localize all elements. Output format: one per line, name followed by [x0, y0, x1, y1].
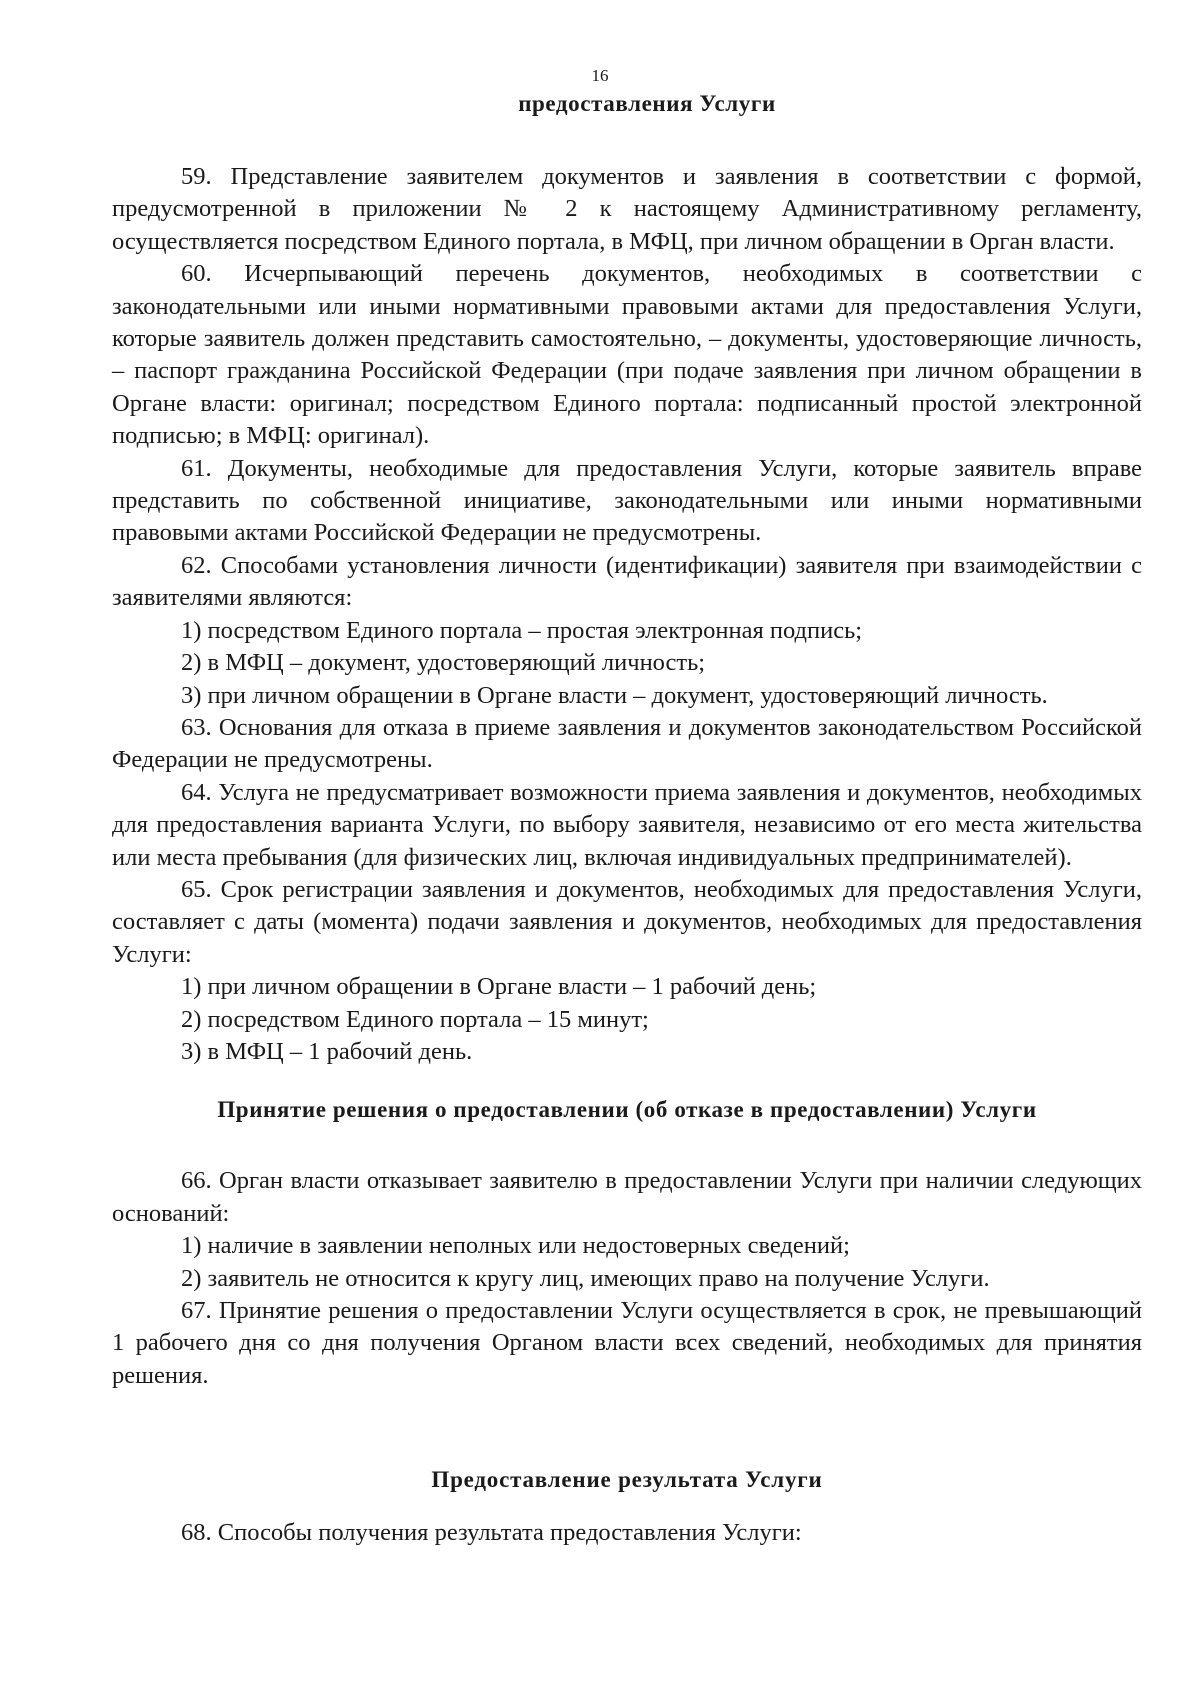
paragraph-63: 63. Основания для отказа в приеме заявления и документов законодательством Российской Федерации не предусмотрены.	[112, 713, 1142, 774]
paragraph-67: 67. Принятие решения о предоставлении Услуги осуществляется в срок, не превышающий 1 рабочего дня со дня получения Органом власти всех сведений, необходимых для принятия решения.	[112, 1297, 1142, 1389]
list-item-62-2: 2) в МФЦ – документ, удостоверяющий личность;	[181, 649, 706, 677]
page-number: 16	[591, 66, 609, 85]
paragraph-59: 59. Представление заявителем документов и заявления в соответствии с формой, предусмотренной в приложении № 2 к настоящему Административному регламенту, осуществляется посредством Единого портала, в МФЦ, при личном обращении в Орган власти.	[112, 163, 1142, 255]
paragraph-61: 61. Документы, необходимые для предоставления Услуги, которые заявитель вправе представить по собственной инициативе, законодательными или иными нормативными правовыми актами Российской Федерации не предусмотрены.	[112, 454, 1142, 547]
paragraph-65: 65. Срок регистрации заявления и документов, необходимых для предоставления Услуги, составляет с даты (момента) подачи заявления и документов, необходимых для предоставления Услуги:	[112, 875, 1142, 968]
paragraph-66: 66. Орган власти отказывает заявителю в предоставлении Услуги при наличии следующих оснований:	[112, 1167, 1142, 1227]
list-item-65-2: 2) посредством Единого портала – 15 минут;	[181, 1005, 649, 1033]
paragraph-60: 60. Исчерпывающий перечень документов, необходимых в соответствии с законодательными или иными нормативными правовыми актами для предоставления Услуги, которые заявитель должен представить самостоятельно, – документы, удостоверяющие личность, – паспорт гражданина Российской Федерации (при подаче заявления при личном обращении в Органе власти: оригинал; посредством Единого портала: подписанный простой электронной подписью; в МФЦ: оригинал).	[112, 260, 1142, 450]
list-item-62-1: 1) посредством Единого портала – простая электронная подпись;	[181, 616, 863, 644]
paragraph-62: 62. Способами установления личности (идентификации) заявителя при взаимодействии с заявителями являются:	[112, 551, 1142, 612]
list-item-62-3: 3) при личном обращении в Органе власти – документ, удостоверяющий личность.	[181, 681, 1048, 709]
list-item-65-3: 3) в МФЦ – 1 рабочий день.	[181, 1037, 473, 1065]
section-1-body	[112, 161, 1142, 1068]
list-item-66-1: 1) наличие в заявлении неполных или недостоверных сведений;	[181, 1232, 850, 1260]
list-item-65-1: 1) при личном обращении в Органе власти – 1 рабочий день;	[181, 973, 817, 1001]
section-2-body	[112, 1165, 1142, 1392]
list-item-66-2: 2) заявитель не относится к кругу лиц, имеющих право на получение Услуги.	[181, 1264, 990, 1292]
section-3-body	[112, 1517, 1142, 1549]
page-content	[112, 88, 1142, 1550]
section-heading-result: Предоставление результата Услуги	[431, 1467, 823, 1493]
section-heading-continued: предоставления Услуги	[518, 91, 776, 116]
paragraph-68: 68. Способы получения результата предоставления Услуги:	[181, 1519, 802, 1547]
section-heading-decision: Принятие решения о предоставлении (об отказе в предоставлении) Услуги	[217, 1097, 1037, 1123]
paragraph-64: 64. Услуга не предусматривает возможности приема заявления и документов, необходимых для предоставления варианта Услуги, по выбору заявителя, независимо от его места жительства или места пребывания (для физических лиц, включая индивидуальных предпринимателей).	[112, 778, 1142, 871]
